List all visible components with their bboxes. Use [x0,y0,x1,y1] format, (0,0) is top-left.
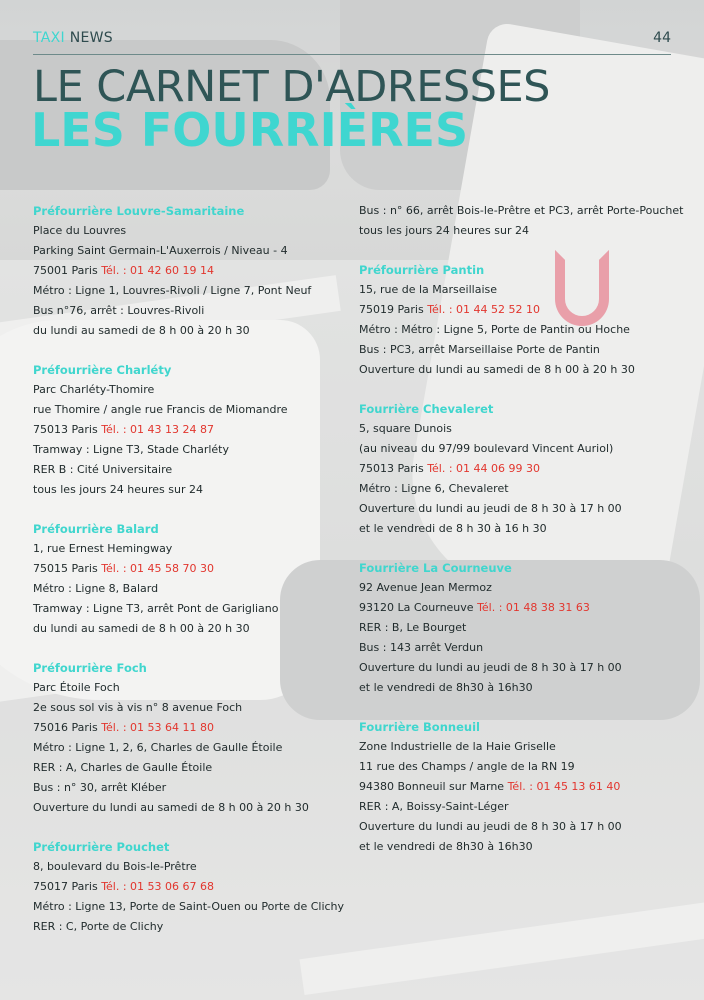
entry-text: Tramway : Ligne T3, Stade Charléty [33,443,229,456]
entry-line [33,281,353,301]
entry-text: du lundi au samedi de 8 h 00 à 20 h 30 [33,324,250,337]
entry-line [359,419,679,439]
entry-text: 75001 Paris [33,264,102,277]
address-entry [33,360,353,500]
brand-logo [33,30,113,46]
entry-text: 75017 Paris [33,880,102,893]
page-title: LE CARNET D'ADRESSES [33,62,550,112]
entry-text: du lundi au samedi de 8 h 00 à 20 h 30 [33,622,250,635]
entry-line [359,280,679,300]
entry-text: RER B : Cité Universitaire [33,463,173,476]
entry-text: Métro : Métro : Ligne 5, Porte de Pantin ou Hoche [359,323,630,336]
entry-text: RER : A, Charles de Gaulle Étoile [33,761,213,774]
address-entry [33,658,353,818]
entry-line [33,460,353,480]
entry-text: 75013 Paris [33,423,102,436]
entry-text: Ouverture du lundi au samedi de 8 h 00 à 20 h 30 [33,801,309,814]
entry-line [33,261,353,281]
entry-line [359,777,679,797]
entry-text: Bus n°76, arrêt : Louvres-Rivoli [33,304,205,317]
brand-news: NEWS [64,30,113,46]
entry-line [33,758,353,778]
entry-text: Ouverture du lundi au jeudi de 8 h 30 à 17 h 00 [359,661,622,674]
entry-line [33,400,353,420]
entry-line [359,320,679,340]
entry-line [359,757,679,777]
entry-line [359,221,679,241]
entry-text: RER : A, Boissy-Saint-Léger [359,800,509,813]
entry-line [359,658,679,678]
entry-text: Parc Charléty-Thomire [33,383,155,396]
entry-line [359,360,679,380]
entry-line [33,301,353,321]
entry-heading: Préfourrière Louvre-Samaritaine [33,204,245,218]
address-entry [33,201,353,341]
entry-text: 15, rue de la Marseillaise [359,283,498,296]
entry-heading: Fourrière Bonneuil [359,720,480,734]
entry-line [359,340,679,360]
entry-line [33,420,353,440]
entry-line [33,718,353,738]
phone-number: Tél. : 01 53 06 67 68 [101,880,215,893]
entry-text: Place du Louvres [33,224,127,237]
entry-line [359,638,679,658]
address-entry [359,399,679,539]
entry-line [359,797,679,817]
entry-text: 11 rue des Champs / angle de la RN 19 [359,760,575,773]
entry-text: Bus : 143 arrêt Verdun [359,641,484,654]
entry-text: 94380 Bonneuil sur Marne [359,780,508,793]
entry-text: tous les jours 24 heures sur 24 [359,224,530,237]
entry-line [359,837,679,857]
entry-text: 8, boulevard du Bois-le-Prêtre [33,860,197,873]
page-number: 44 [653,30,671,46]
page-subtitle: LES FOURRIÈRES [31,103,469,157]
entry-line [33,738,353,758]
entry-text: 2e sous sol vis à vis n° 8 avenue Foch [33,701,243,714]
entry-line [33,380,353,400]
entry-heading: Fourrière Chevaleret [359,402,494,416]
phone-number: Tél. : 01 45 13 61 40 [507,780,621,793]
entry-text: et le vendredi de 8h30 à 16h30 [359,681,533,694]
entry-line [359,578,679,598]
entry-text: Tramway : Ligne T3, arrêt Pont de Garigliano [33,602,279,615]
address-entry [359,260,679,380]
brand-taxi: TAXI [33,30,65,46]
entry-line [359,499,679,519]
entry-line [33,241,353,261]
entry-text: Bus : n° 66, arrêt Bois-le-Prêtre et PC3, arrêt Porte-Pouchet [359,204,684,217]
entry-text: Parc Étoile Foch [33,681,120,694]
entry-heading: Préfourrière Pouchet [33,840,170,854]
entry-line [359,678,679,698]
entry-line [359,618,679,638]
entry-heading: Préfourrière Charléty [33,363,172,377]
entry-text: et le vendredi de 8h30 à 16h30 [359,840,533,853]
phone-number: Tél. : 01 45 58 70 30 [101,562,215,575]
phone-number: Tél. : 01 42 60 19 14 [101,264,215,277]
address-entry [359,717,679,857]
phone-number: Tél. : 01 43 13 24 87 [101,423,215,436]
entry-text: RER : C, Porte de Clichy [33,920,164,933]
phone-number: Tél. : 01 44 52 52 10 [427,303,541,316]
entry-line [33,559,353,579]
entry-text: Métro : Ligne 6, Chevaleret [359,482,509,495]
entry-line [359,201,684,221]
entry-line [33,321,353,341]
entry-line [33,579,353,599]
left-column [33,201,353,956]
entry-line [359,439,679,459]
entry-line [33,599,353,619]
entry-line [33,857,353,877]
entry-line [33,917,353,937]
entry-text: Métro : Ligne 13, Porte de Saint-Ouen ou Porte de Clichy [33,900,345,913]
entry-text: Ouverture du lundi au jeudi de 8 h 30 à 17 h 00 [359,820,622,833]
entry-text: et le vendredi de 8 h 30 à 16 h 30 [359,522,547,535]
entry-line [359,519,679,539]
entry-line [33,798,353,818]
entry-heading: Préfourrière Balard [33,522,159,536]
address-entry [359,558,679,698]
entry-text: 93120 La Courneuve [359,601,478,614]
entry-text: 92 Avenue Jean Mermoz [359,581,492,594]
address-entry [33,837,353,937]
entry-text: 75019 Paris [359,303,428,316]
phone-number: Tél. : 01 53 64 11 80 [101,721,215,734]
entry-heading: Préfourrière Foch [33,661,147,675]
entry-heading: Préfourrière Pantin [359,263,485,277]
entry-line [359,479,679,499]
entry-line [33,897,353,917]
entry-text: 5, square Dunois [359,422,452,435]
entry-text: rue Thomire / angle rue Francis de Miomandre [33,403,288,416]
entry-heading: Fourrière La Courneuve [359,561,512,575]
entry-line [33,619,353,639]
entry-text: Bus : n° 30, arrêt Kléber [33,781,167,794]
address-entry [33,519,353,639]
entry-line [359,598,679,618]
entry-text: Ouverture du lundi au samedi de 8 h 00 à 20 h 30 [359,363,635,376]
entry-text: 75015 Paris [33,562,102,575]
entry-text: Métro : Ligne 1, Louvres-Rivoli / Ligne 7, Pont Neuf [33,284,312,297]
entry-text: tous les jours 24 heures sur 24 [33,483,204,496]
entry-line [33,480,353,500]
entry-line [33,778,353,798]
entry-text: Zone Industrielle de la Haie Griselle [359,740,556,753]
entry-line [359,300,679,320]
entry-text: Ouverture du lundi au jeudi de 8 h 30 à 17 h 00 [359,502,622,515]
entry-line [33,698,353,718]
entry-text: 75016 Paris [33,721,102,734]
entry-text: 1, rue Ernest Hemingway [33,542,173,555]
entry-text: Parking Saint Germain-L'Auxerrois / Niveau - 4 [33,244,288,257]
page-header [33,30,671,55]
entry-text: RER : B, Le Bourget [359,621,467,634]
entry-line [359,459,679,479]
entry-text: (au niveau du 97/99 boulevard Vincent Auriol) [359,442,614,455]
entry-line [359,737,679,757]
entry-line [33,221,353,241]
entry-line [359,817,679,837]
phone-number: Tél. : 01 44 06 99 30 [427,462,541,475]
entry-text: 75013 Paris [359,462,428,475]
entry-line [33,440,353,460]
entry-text: Métro : Ligne 1, 2, 6, Charles de Gaulle Étoile [33,741,283,754]
address-entry [359,201,684,241]
entry-text: Bus : PC3, arrêt Marseillaise Porte de Pantin [359,343,600,356]
phone-number: Tél. : 01 48 38 31 63 [477,601,590,614]
entry-line [33,539,353,559]
right-column [359,201,684,876]
entry-text: Métro : Ligne 8, Balard [33,582,159,595]
entry-line [33,877,353,897]
entry-line [33,678,353,698]
